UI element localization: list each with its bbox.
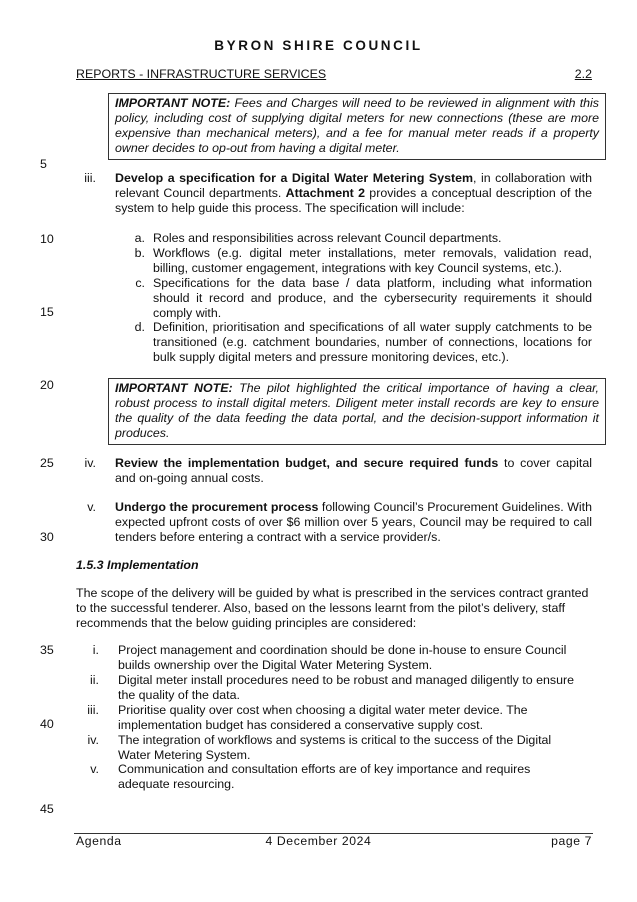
item-iii-span: provides a conceptual description of the system to help guide this process. The specification will include: — [115, 186, 592, 215]
principle-line: Water Metering System. — [118, 748, 251, 762]
page-ref: 2.2 — [574, 67, 592, 81]
sub-item-text: Roles and responsibilities across relevant Council departments. — [153, 231, 502, 245]
item-v-text — [115, 500, 592, 545]
item-number: iii. — [84, 171, 96, 185]
principle-line: The integration of workflows and systems is critical to the success of the Digital — [118, 733, 552, 747]
sub-item-letter: c. — [135, 276, 145, 290]
note-label: IMPORTANT NOTE: — [115, 381, 233, 395]
principle-line: implementation budget has considered a conservative supply cost. — [118, 718, 484, 732]
principle-line: builds ownership over the Digital Water Metering System. — [118, 658, 433, 672]
note-text: The pilot highlighted the critical importance of having a clear, robust process to install digital meters. Diligent meter install records are key to ensure the quality of the data feeding the data portal, and the decision-support information it produces. — [115, 381, 599, 440]
important-note-fees — [108, 93, 606, 160]
footer-page: page 7 — [551, 834, 592, 848]
sub-item-text: Definition, prioritisation and specifications of all water supply catchments to be transitioned (e.g. catchment boundaries, number of connections, locations for bulk supply digital meters and pressure monitoring devices, etc.). — [153, 320, 592, 364]
principle-line: adequate resourcing. — [118, 777, 235, 791]
line-number: 25 — [40, 456, 54, 470]
section-title: REPORTS - INFRASTRUCTURE SERVICES — [76, 67, 327, 81]
principle-number: v. — [90, 762, 99, 776]
principle-line: Prioritise quality over cost when choosing a digital water meter device. The — [118, 703, 528, 717]
note-text: Fees and Charges will need to be reviewed in alignment with this policy, including cost of supplying digital meters for new connections (these are more expensive than mechanical meters), and a fee for manual meter reads if a property owner decides to op-out from having a digital meter. — [115, 96, 599, 155]
note-label: IMPORTANT NOTE: — [115, 96, 231, 110]
item-iv-bold: Review the implementation budget, and secure required funds — [115, 456, 499, 470]
line-number: 30 — [40, 530, 54, 544]
principle-number: iii. — [87, 703, 99, 717]
item-iii-bold: Develop a specification for a Digital Water Metering System — [115, 171, 474, 185]
principle-number: i. — [92, 643, 99, 657]
sub-item-text: Workflows (e.g. digital meter installations, meter removals, validation read, billing, customer engagement, integrations with key Council systems, etc.). — [153, 246, 592, 275]
item-iii-text — [115, 171, 592, 216]
footer-agenda: Agenda — [76, 834, 122, 848]
item-v-bold: Undergo the procurement process — [115, 500, 319, 514]
principle-line: Communication and consultation efforts are of key importance and requires — [118, 762, 531, 776]
line-number: 45 — [40, 802, 54, 816]
line-number: 5 — [40, 157, 47, 171]
implementation-intro: The scope of the delivery will be guided by what is prescribed in the services contract granted to the successful tenderer. Also, based on the lessons learnt from the pilot’s delivery, staff recommends that the below guiding principles are considered: — [76, 586, 589, 630]
sub-item-letter: b. — [134, 246, 145, 260]
attachment-ref: Attachment 2 — [285, 186, 365, 200]
item-number: v. — [87, 500, 96, 514]
item-iv-span: to cover capital and on-going annual costs. — [115, 456, 593, 485]
item-number: iv. — [84, 456, 96, 470]
sub-item-letter: d. — [134, 320, 145, 334]
line-number: 10 — [40, 232, 54, 246]
line-number: 20 — [40, 378, 54, 392]
line-number: 40 — [40, 717, 54, 731]
item-iii-span: , in collaboration with relevant Council departments. — [115, 171, 592, 200]
item-iv-text — [115, 456, 592, 486]
council-title: BYRON SHIRE COUNCIL — [214, 38, 423, 53]
footer-date: 4 December 2024 — [265, 834, 372, 848]
important-note-pilot — [108, 378, 606, 445]
line-number: 15 — [40, 305, 54, 319]
principle-line: the quality of the data. — [118, 688, 240, 702]
principle-number: ii. — [90, 673, 99, 687]
item-v-span: following Council’s Procurement Guidelines. With expected upfront costs of over $6 million over 5 years, Council may be required to call tenders before entering a contract with a service provider/s. — [115, 500, 592, 544]
sub-item-text: Specifications for the data base / data platform, including what information should it record and produce, and the cybersecurity requirements it should comply with. — [153, 276, 592, 320]
line-number: 35 — [40, 643, 54, 657]
principle-number: iv. — [87, 733, 99, 747]
principle-line: Project management and coordination should be done in-house to ensure Council — [118, 643, 567, 657]
sub-item-letter: a. — [134, 231, 145, 245]
principle-line: Digital meter install procedures need to be robust and managed diligently to ensure — [118, 673, 574, 687]
section-heading: 1.5.3 Implementation — [76, 558, 199, 572]
